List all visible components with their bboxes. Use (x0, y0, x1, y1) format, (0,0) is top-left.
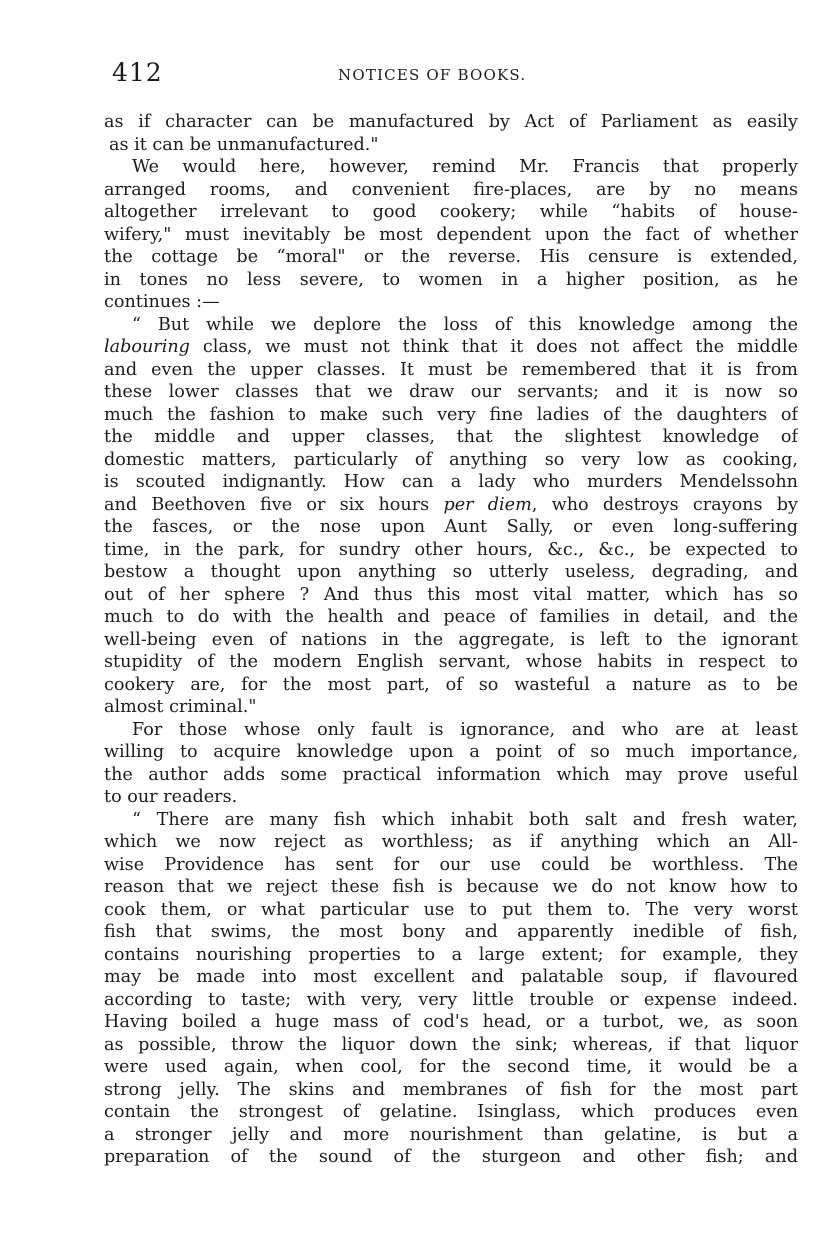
text-line: cook them, or what particular use to put them to. The very worst (104, 899, 798, 920)
text-line: almost criminal." (104, 697, 257, 717)
quote-start-line: “ There are many fish which inhabit both salt and fresh water, (132, 809, 798, 830)
text-line: as if character can be manufactured by Act of Parliament as easily (104, 112, 798, 132)
text-line: continues :— (104, 292, 220, 312)
page-number: 412 (112, 58, 163, 87)
text-line: in tones no less severe, to women in a higher position, as he (104, 269, 798, 290)
text-line: Having boiled a huge mass of cod's head, or a turbot, we, as soon (104, 1012, 798, 1032)
text-line: the cottage be “moral" or the reverse. His censure is extended, (104, 247, 798, 267)
text-line: much to do with the health and peace of families in detail, and the (104, 607, 798, 627)
text-line: a stronger jelly and more nourishment than gelatine, is but a (104, 1124, 798, 1145)
text-line (104, 336, 798, 359)
paragraph-start-line: We would here, however, remind Mr. Francis that properly (132, 157, 798, 177)
text-line: contains nourishing properties to a large extent; for example, they (104, 944, 798, 965)
text-line: may be made into most excellent and palatable soup, if flavoured (104, 967, 798, 987)
text-line: domestic matters, particularly of anything so very low as cooking, (104, 449, 798, 470)
text-line: altogether irrelevant to good cookery; while “habits of house- (104, 202, 798, 222)
text-line: were used again, when cool, for the second time, it would be a (104, 1057, 798, 1077)
text-line: cookery are, for the most part, of so wasteful a nature as to be (104, 674, 798, 695)
text-line: the fasces, or the nose upon Aunt Sally, or even long-suffering (104, 517, 798, 537)
text-line: contain the strongest of gelatine. Isinglass, which produces even (104, 1102, 798, 1122)
text-line: fish that swims, the most bony and apparently inedible of fish, (104, 922, 798, 942)
text-line: as it can be unmanufactured." (109, 134, 379, 155)
quote-start-line: “ But while we deplore the loss of this knowledge among the (132, 314, 798, 335)
text-line: stupidity of the modern English servant, whose habits in respect to (104, 652, 798, 672)
text-line: the middle and upper classes, that the slightest knowledge of (104, 427, 798, 447)
text-line: to our readers. (104, 787, 238, 807)
text-line: bestow a thought upon anything so utterly useless, degrading, and (104, 562, 798, 582)
text-line: wifery," must inevitably be most dependent upon the fact of whether (104, 224, 798, 245)
text-line-content: labouring class, we must not think that it does not affect the middle (104, 337, 798, 357)
text-line: wise Providence has sent for our use could be worthless. The (104, 854, 798, 875)
italic-emphasis: per diem (443, 494, 532, 515)
text-line: these lower classes that we draw our servants; and it is now so (104, 382, 798, 402)
text-line: according to taste; with very, very little trouble or expense indeed. (104, 989, 798, 1010)
text-line: which we now reject as worthless; as if anything which an All- (104, 832, 798, 852)
text-line: and even the upper classes. It must be remembered that it is from (104, 359, 798, 380)
text-line: well-being even of nations in the aggregate, is left to the ignorant (104, 629, 798, 650)
text-line: is scouted indignantly. How can a lady who murders Mendelssohn (104, 472, 798, 492)
paragraph-start-line: For those whose only fault is ignorance, and who are at least (132, 719, 798, 740)
text-line: strong jelly. The skins and membranes of fish for the most part (104, 1079, 798, 1100)
italic-emphasis: labouring (104, 337, 190, 357)
text-line: preparation of the sound of the sturgeon and other fish; and (104, 1147, 798, 1167)
text-line: the author adds some practical information which may prove useful (104, 764, 798, 785)
text-line: and Beethoven five or six hours per diem, who destroys crayons by (104, 494, 798, 515)
text-line: willing to acquire knowledge upon a point of so much importance, (104, 742, 798, 762)
text-line: time, in the park, for sundry other hours, &c., &c., be expected to (104, 539, 798, 560)
text-line: much the fashion to make such very fine ladies of the daughters of (104, 404, 798, 425)
text-line: arranged rooms, and convenient fire-places, are by no means (104, 179, 798, 200)
text-line: reason that we reject these fish is because we do not know how to (104, 877, 798, 897)
page-header (112, 58, 802, 92)
body-text (104, 111, 798, 1169)
running-title: NOTICES OF BOOKS. (338, 66, 527, 84)
text-line: as possible, throw the liquor down the sink; whereas, if that liquor (104, 1034, 798, 1055)
text-line: out of her sphere ? And thus this most vital matter, which has so (104, 584, 798, 605)
